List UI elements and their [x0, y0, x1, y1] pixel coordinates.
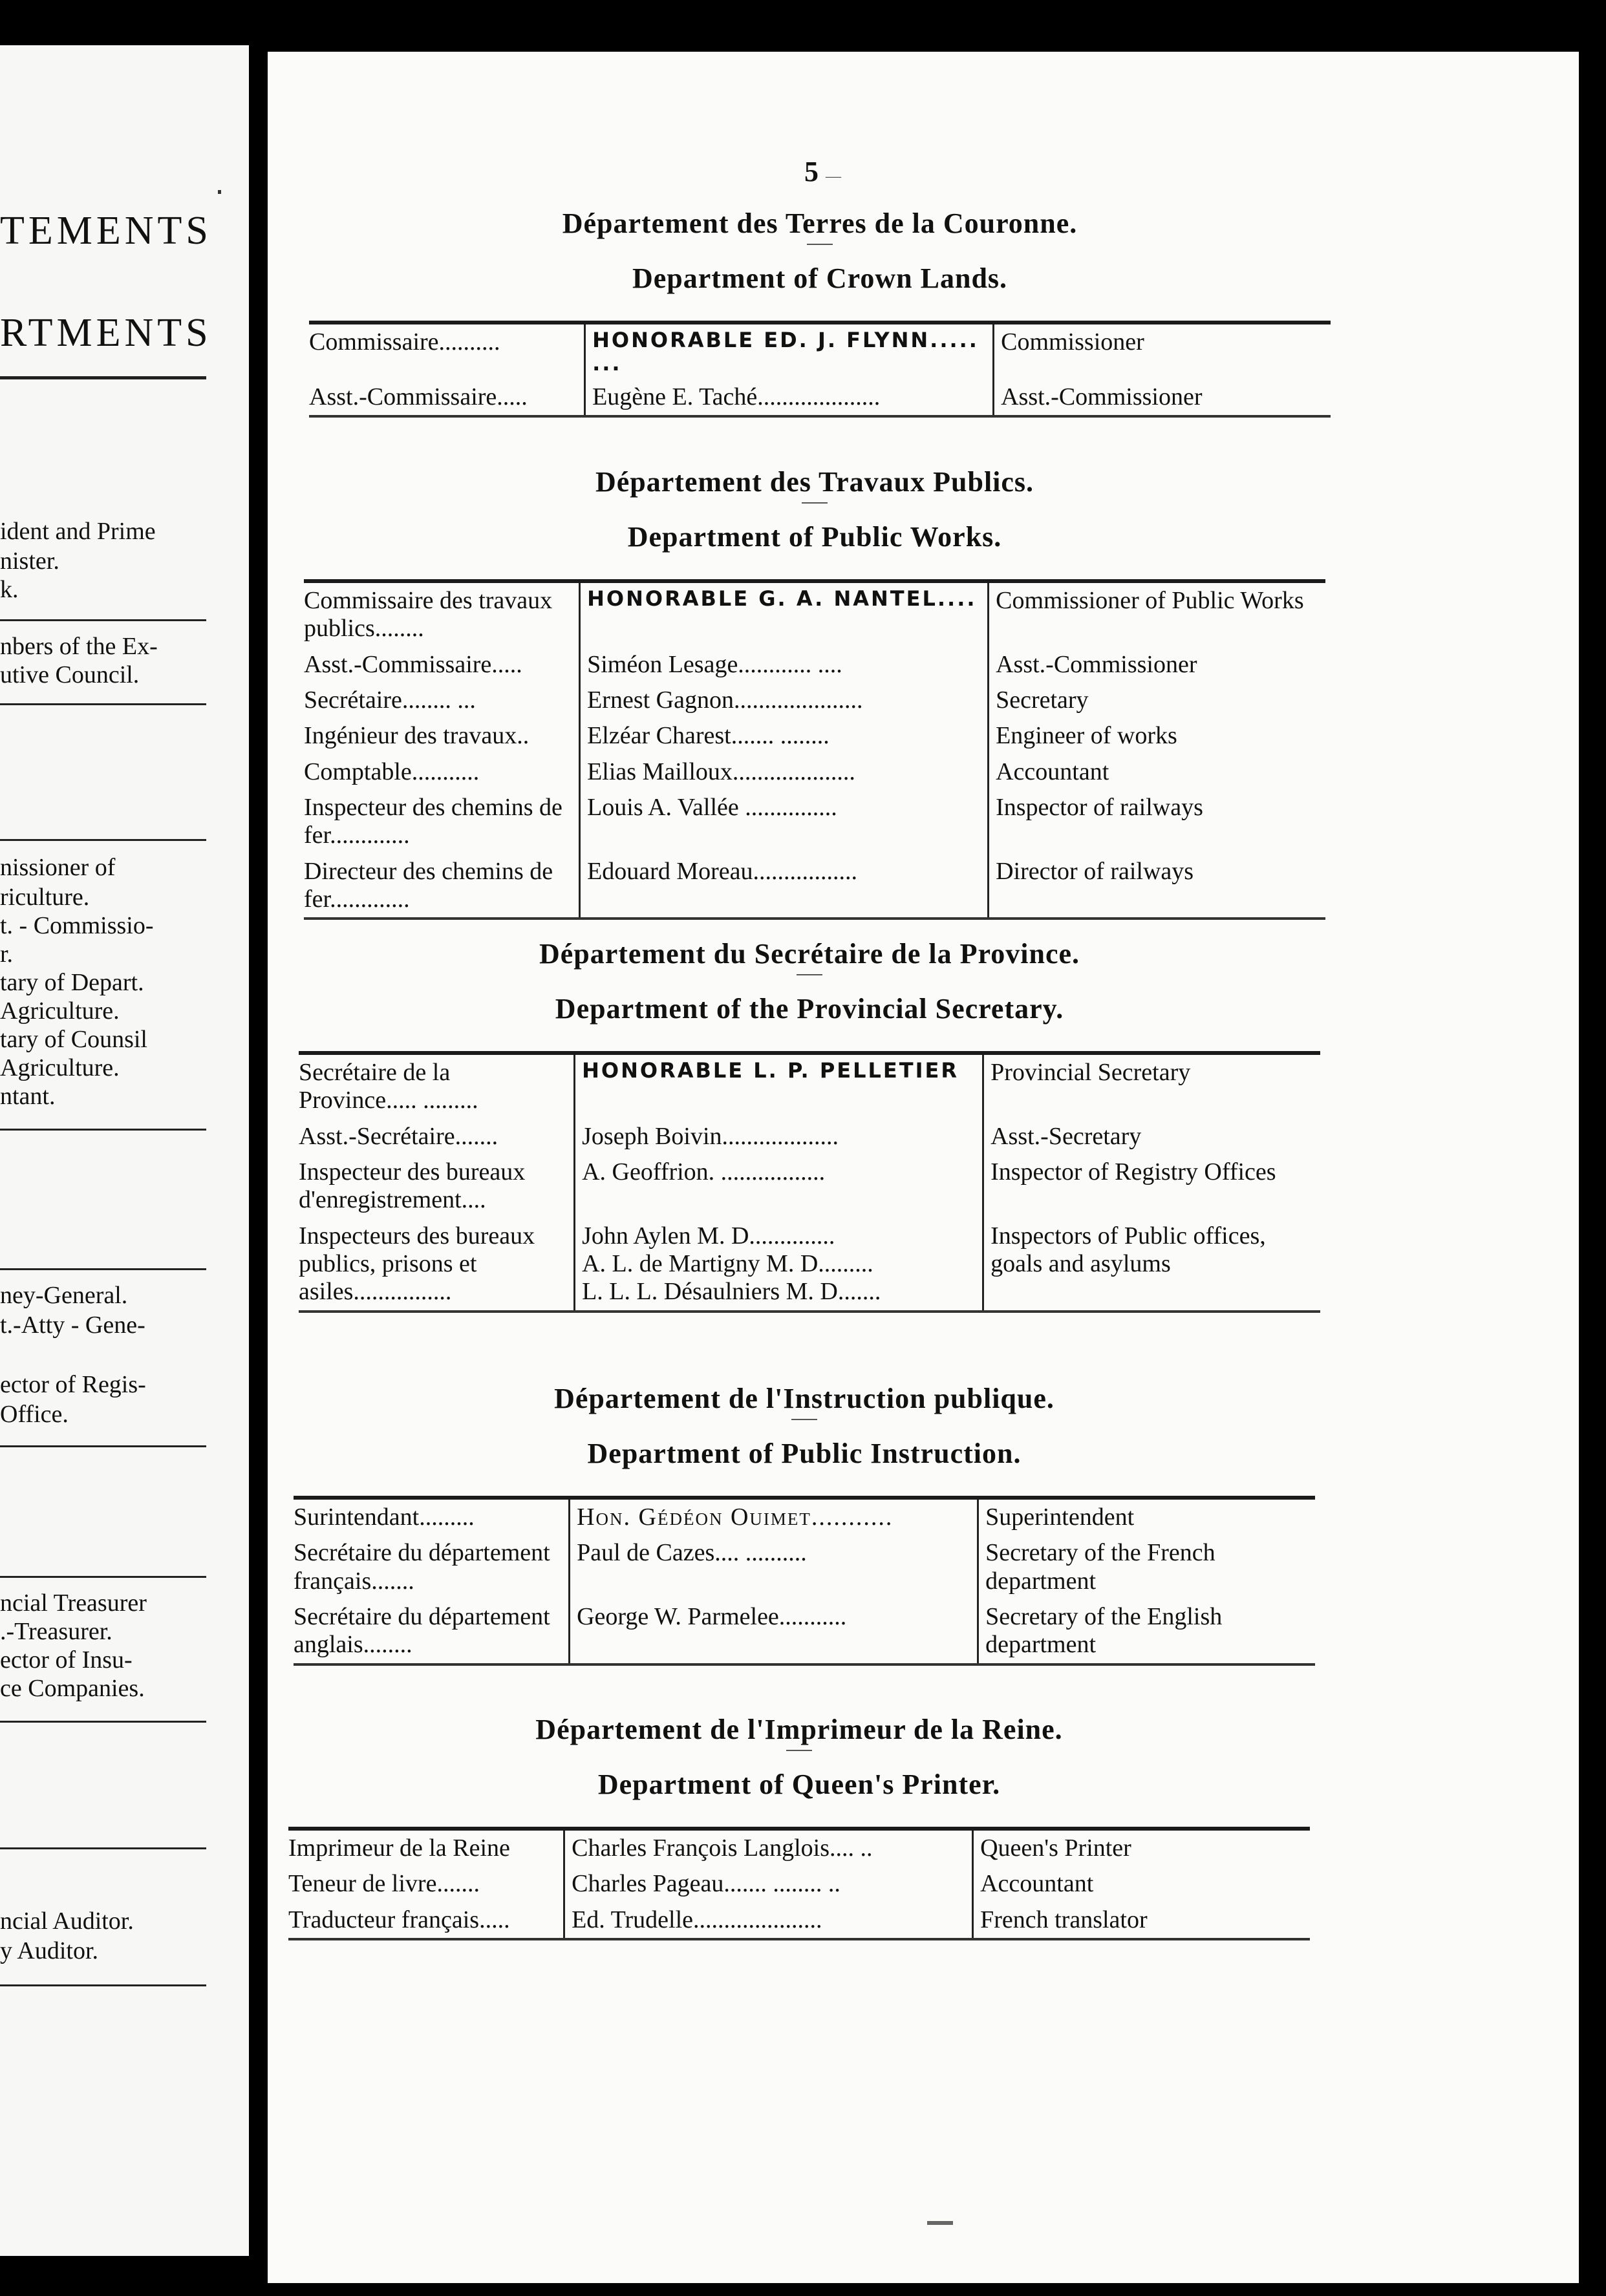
- title-separator: [802, 502, 828, 504]
- left-fragment: y Auditor.: [0, 1937, 99, 1964]
- name-cell: HONORABLE ED. J. FLYNN..... ...: [585, 324, 994, 379]
- section-public-instruction: [294, 1382, 1315, 1666]
- english-title-cell: Provincial Secretary: [990, 1059, 1191, 1086]
- english-title-cell: Inspector of railways: [996, 793, 1203, 821]
- table-row: [288, 1902, 1310, 1938]
- name-cell: Hon. Gédéon Ouimet...........: [570, 1500, 978, 1535]
- english-title-cell: Secretary of the French department: [985, 1539, 1215, 1595]
- section-title-en: Department of Crown Lands.: [632, 262, 1008, 294]
- table-bottom-rule: [288, 1938, 1310, 1940]
- name-cell: Joseph Boivin...................: [575, 1119, 983, 1154]
- table-row: [304, 854, 1325, 918]
- left-fragment: ntant.: [0, 1083, 56, 1110]
- table-bottom-rule: [304, 917, 1325, 920]
- left-fragment: ce Companies.: [0, 1675, 145, 1702]
- left-page-rule: [0, 1268, 206, 1270]
- english-title-cell: Superintendent: [985, 1504, 1135, 1531]
- french-title-cell: Inspecteur des chemins de fer.............: [304, 793, 562, 849]
- left-page-rule: [0, 1576, 206, 1578]
- table-row: [304, 683, 1325, 718]
- name-cell: Elias Mailloux....................: [580, 754, 989, 790]
- section-title-en: Department of Public Instruction.: [587, 1438, 1022, 1469]
- name-cell: HONORABLE L. P. PELLETIER: [575, 1055, 983, 1119]
- french-title-cell: Secrétaire........ ...: [304, 686, 476, 714]
- section-title-en: Department of Queen's Printer.: [597, 1769, 1001, 1800]
- left-page-rule: [0, 1984, 206, 1986]
- name-cell: Eugène E. Taché....................: [585, 379, 994, 415]
- table-bottom-rule: [299, 1310, 1320, 1313]
- left-facing-page: [0, 45, 249, 2256]
- french-title-cell: Secrétaire du département français.......: [294, 1539, 550, 1595]
- roster-table: [288, 1831, 1310, 1938]
- left-fragment: nister.: [0, 547, 59, 575]
- french-title-cell: Ingénieur des travaux..: [304, 722, 530, 750]
- table-row: [309, 379, 1331, 415]
- table-bottom-rule: [309, 415, 1331, 418]
- left-fragment: ector of Insu-: [0, 1646, 133, 1674]
- french-title-cell: Surintendant.........: [294, 1504, 475, 1531]
- french-title-cell: Teneur de livre.......: [288, 1870, 480, 1898]
- english-title-cell: French translator: [980, 1906, 1148, 1933]
- left-fragment: t. - Commissio-: [0, 912, 154, 939]
- page-number-value: 5: [804, 156, 819, 187]
- french-title-cell: Commissaire des travaux publics........: [304, 587, 553, 643]
- french-title-cell: Traducteur français.....: [288, 1906, 510, 1933]
- left-page-rule: [0, 839, 206, 841]
- english-title-cell: Secretary of the English department: [985, 1602, 1223, 1659]
- name-cell: A. Geoffrion. .................: [575, 1154, 983, 1218]
- french-title-cell: Imprimeur de la Reine: [288, 1834, 510, 1862]
- left-fragment: Agriculture.: [0, 997, 120, 1025]
- left-page-rule: [0, 1847, 206, 1849]
- section-title-en: Department of the Provincial Secretary.: [555, 993, 1064, 1025]
- section-queens-printer: [288, 1713, 1310, 1940]
- french-title-cell: Directeur des chemins de fer.............: [304, 857, 553, 913]
- section-crown-lands: [309, 207, 1331, 418]
- left-fragment: nbers of the Ex-: [0, 633, 158, 660]
- french-title-cell: Inspecteurs des bureaux publics, prisons et asiles................: [299, 1222, 535, 1306]
- table-row: [304, 790, 1325, 854]
- roster-table: [309, 324, 1331, 415]
- name-cell: Louis A. Vallée ...............: [580, 790, 989, 854]
- left-fragment: k.: [0, 576, 19, 603]
- left-fragment: r.: [0, 941, 14, 968]
- table-row: [294, 1599, 1315, 1663]
- title-separator: [791, 1419, 817, 1420]
- section-title-fr: Département des Terres de la Couronne.: [562, 207, 1078, 239]
- french-title-cell: Inspecteur des bureaux d'enregistrement....: [299, 1158, 526, 1214]
- english-title-cell: Asst.-Commissioner: [1001, 383, 1203, 410]
- english-title-cell: Director of railways: [996, 857, 1194, 885]
- left-fragment: utive Council.: [0, 661, 140, 688]
- section-title-en: Department of Public Works.: [627, 521, 1002, 553]
- left-fragment: ncial Auditor.: [0, 1908, 134, 1935]
- left-fragment: ney-General.: [0, 1282, 128, 1309]
- french-title-cell: Secrétaire du département anglais........: [294, 1602, 550, 1659]
- title-separator: [797, 974, 822, 975]
- section-title-fr: Département du Secrétaire de la Province.: [539, 938, 1080, 970]
- english-title-cell: Asst.-Commissioner: [996, 650, 1197, 678]
- english-title-cell: Inspectors of Public offices, goals and asylums: [990, 1222, 1266, 1277]
- table-row: [294, 1500, 1315, 1535]
- roster-table: [304, 583, 1325, 917]
- left-fragment: nissioner of: [0, 854, 116, 881]
- roster-table: [299, 1055, 1320, 1310]
- table-row: [299, 1119, 1320, 1154]
- english-title-cell: Accountant: [980, 1870, 1094, 1898]
- name-cell: Paul de Cazes.... ..........: [570, 1535, 978, 1599]
- page-number: [804, 155, 841, 188]
- table-row: [304, 754, 1325, 790]
- english-title-cell: Engineer of works: [996, 722, 1177, 750]
- left-page-rule: [0, 1129, 206, 1131]
- left-fragment: ector of Regis-: [0, 1371, 146, 1398]
- table-row: [299, 1218, 1320, 1310]
- left-fragment: ident and Prime: [0, 518, 156, 545]
- left-fragment: Agriculture.: [0, 1054, 120, 1081]
- name-cell: Ernest Gagnon.....................: [580, 683, 989, 718]
- left-fragment: .-Treasurer.: [0, 1618, 112, 1645]
- section-public-works: [304, 465, 1325, 920]
- table-row: [294, 1535, 1315, 1599]
- name-cell: Charles Pageau....... ........ ..: [564, 1866, 973, 1902]
- name-cell: Charles François Langlois.... ..: [564, 1831, 973, 1866]
- left-fragment: ncial Treasurer: [0, 1589, 147, 1617]
- left-fragment: tary of Counsil: [0, 1026, 147, 1053]
- section-title-fr: Département de l'Instruction publique.: [554, 1383, 1055, 1414]
- section-provincial-secretary: [299, 937, 1320, 1313]
- page-number-dash: —: [826, 168, 841, 185]
- french-title-cell: Comptable...........: [304, 758, 480, 785]
- section-title-fr: Département des Travaux Publics.: [595, 466, 1034, 498]
- bottom-ink-mark: [927, 2221, 953, 2225]
- english-title-cell: Commissioner: [1001, 328, 1144, 356]
- table-row: [288, 1866, 1310, 1902]
- left-fragment: riculture.: [0, 884, 90, 911]
- left-page-header-1: TEMENTS: [0, 209, 212, 253]
- left-fragment: tary of Depart.: [0, 969, 144, 996]
- roster-table: [294, 1500, 1315, 1663]
- table-row: [309, 324, 1331, 379]
- name-cell: Ed. Trudelle.....................: [564, 1902, 973, 1938]
- left-page-rule: [0, 1445, 206, 1447]
- name-cell: George W. Parmelee...........: [570, 1599, 978, 1663]
- left-page-rule: [0, 619, 206, 621]
- name-cell: Elzéar Charest....... ........: [580, 718, 989, 754]
- french-title-cell: Asst.-Commissaire.....: [309, 383, 528, 410]
- table-row: [304, 583, 1325, 647]
- english-title-cell: Queen's Printer: [980, 1834, 1131, 1862]
- english-title-cell: Accountant: [996, 758, 1109, 785]
- table-row: [299, 1154, 1320, 1218]
- gutter-speck: [218, 190, 221, 194]
- left-page-rule: [0, 376, 206, 379]
- table-row: [299, 1055, 1320, 1119]
- english-title-cell: Asst.-Secretary: [990, 1122, 1142, 1150]
- main-page: [268, 52, 1579, 2283]
- table-row: [304, 647, 1325, 683]
- english-title-cell: Commissioner of Public Works: [996, 587, 1304, 614]
- english-title-cell: Secretary: [996, 686, 1089, 714]
- name-cell: Edouard Moreau.................: [580, 854, 989, 918]
- french-title-cell: Asst.-Commissaire.....: [304, 650, 522, 678]
- left-fragment: Office.: [0, 1401, 69, 1428]
- left-page-rule: [0, 1721, 206, 1723]
- section-title-fr: Département de l'Imprimeur de la Reine.: [535, 1714, 1063, 1745]
- table-bottom-rule: [294, 1663, 1315, 1666]
- left-page-header-2: RTMENTS: [0, 311, 212, 355]
- name-cell: Siméon Lesage............ ....: [580, 647, 989, 683]
- name-cell: John Aylen M. D.............. A. L. de Martigny M. D......... L. L. L. Désaulniers M. D.......: [575, 1218, 983, 1310]
- left-fragment: t.-Atty - Gene-: [0, 1312, 145, 1339]
- table-row: [304, 718, 1325, 754]
- table-row: [288, 1831, 1310, 1866]
- french-title-cell: Secrétaire de la Province..... .........: [299, 1059, 478, 1114]
- french-title-cell: Asst.-Secrétaire.......: [299, 1122, 498, 1150]
- title-separator: [807, 244, 833, 245]
- french-title-cell: Commissaire..........: [309, 328, 500, 356]
- english-title-cell: Inspector of Registry Offices: [990, 1158, 1276, 1185]
- title-separator: [786, 1750, 812, 1751]
- name-cell: HONORABLE G. A. NANTEL....: [580, 583, 989, 647]
- left-page-rule: [0, 703, 206, 705]
